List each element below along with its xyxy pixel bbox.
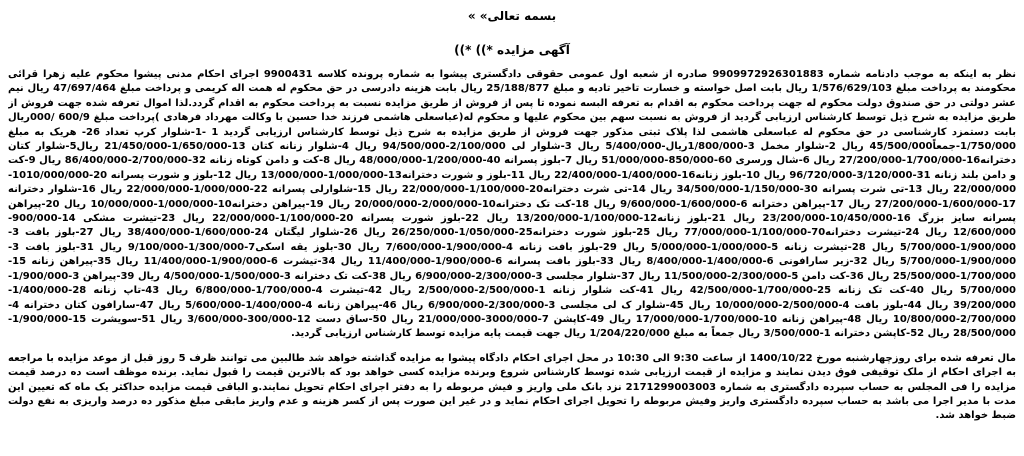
notice-body-paragraph: نظر به اینکه به موجب دادنامه شماره 9909972926301883 صادره از شعبه اول عمومی حقوقی دادگستری پیشوا به شماره پرونده کلاسه 9900431 اجرای احکام مدنی پیشوا محکوم علیه زهرا قرائی محکومند به پرداخت مبلغ 1/576/629/103 ریال بابت اصل خواسته و خسارت تاخیر تادیه و مبلغ 25/188/877 ریال بابت هزینه دادرسی در حق محکوم له همت اله کریمی و پرداخت مبلغ 47/697/464 ریال نیم عشر دولتی در حق صندوق دولت محکوم له جهت پرداخت محکوم به اقدام به تعرفه البسه نموده تا پس از فروش از طریق مزایده نسبت به پرداخت محکوم به اقدام گردد.لذا اموال تعرفه شده جهت فروش از طریق مزایده به شرح ذیل توسط کارشناس ارزیابی گردید از فروش به نسبت سهم بین محکوم علیها و محکوم له(عباسعلی هاشمی فرزند خدا حسین با وکالت مهرداد فرهادی )پرداخت مبلغ 600/9 /000ریال بابت دستمزد کارشناسی در حق محکوم له عباسعلی هاشمی لذا پلاک ثبتی مذکور جهت فروش از طریق مزایده به شرح ذیل توسط کارشناس ارزیابی گردید 1 -1-شلوار کرپ تعداد 26- هریک به مبلغ 1/750/000-جمعاً45/500/000 ریال 2-شلوار مخمل 3-1/800/000ریال-5/400/000 ریال 3-شلوار لی 2/100/000-94/500/000 ریال 4-شلوار زنانه کتان 13-1/650/000-21/450/000 ریال5-شلوار کتان دخترانه16-1/700/000-27/200/000 ریال 6-شال ورسری 60-850/000-51/000/000 ریال 7-بلوز پسرانه 40-1/200/000-48/000/000 ریال 8-کت و دامن کوتاه زنانه 32-2/700/000-86/400/000 ریال 9-کت و دامن بلند زنانه 31-3/120/000-96/720/000 ریال 10-بلوز زنانه16-1/400/000-22/400/000 ریال 11-بلوز و شورت دخترانه13-1/000/000-13/000/000 ریال 12-بلوز و شورت پسرانه 20-1010/000/000-22/000/000 ریال 13-تی شرت پسرانه 30-1/150/000-34/500/000 ریال 14-تی شرت دخترانه20-1/100/000-22/000/000 ریال 15-شلوارلی پسرانه 22-1/000/000-22/000/000 ریال 16-شلوار دخترانه 17-1/600/000-27/200/000 ریال 17-پیراهن دخترانه 6-1/600/000-9/600/000 ریال 18-کت تک دخترانه10-2/000/000-20/000/000 ریال 19-پیراهن دخترانه10-1/000/000-10/000/000 ریال 20-پیراهن پسرانه سایز بزرگ 16-10/450/000-23/200/000 ریال 21-بلوز زنانه12-1/100/000-13/200/000 ریال 22-بلوز شورت پسرانه 20-1/100/000-22/000/000 ریال 23-تیشرت مشکی 14-900/000-12/600/000 ریال 24-تیشرت دخترانه70-1/100/000-77/000/000 ریال 25-بلوز شورت دخترانه25-1/050/000-26/250/000 ریال 26-شلوار لیگتان 24-1/600/000-38/400/000 ریال 27-بلوز بافت 3-1/900/000-5/700/000 ریال 28-تیشرت زنانه 5-1/000/000-5/000/000 ریال 29-بلوز بافت زنانه 4-1/900/000-7/600/000 ریال 30-بلوز یقه اسکی7-1/300/000-9/100/000 ریال 31-بلوز بافت 3-1/900/000-5/700/000 ریال 32-زیر سارافونی 6-1/400/000-8/400/000 ریال 33-بلوز بافت پسرانه 6-1/900/000-11/400/000 ریال 34-تیشرت 6-1/900/000-11/400/000 ریال 35-پیراهن زنانه 15-1/700/000-25/500/000 ریال 36-کت دامن 5-2/300/000-11/500/000 ریال 37-شلوار مجلسی 3-2/300/000-6/900/000 ریال 38-کت تک دخترانه 3-1/500/000-4/500/000 ریال 39-پیراهن 3-1/900/000-5/700/000 ریال 40-کت تک زنانه 25-1/700/000-42/500/000 ریال 41-کت شلوار زنانه 1-2/500/000-2/500/000 ریال 42-تیشرت 4-1/700/000-6/800/000 ریال 43-تاپ زنانه 28-1/400/000-39/200/000 ریال 44-بلوز بافت 4-2/500/000-10/000/000 ریال 45-شلوار ک لی مجلسی 3-2/300/000-6/900/000 ریال 46-پیراهن زنانه 4-1/400/000-5/600/000 ریال 47-سارافون کتان دخترانه 4-2/700/000-10/800/000 ریال 48-پیراهن زنانه 10-1/700/000-17/000/000 ریال 49-کاپشن 7-3000/000-21/000/000 ریال 50-ساق دست 12-300/000-3/600/000 ریال 51-سویشرت 15-1/900/000-28/500/000 ریال 52-کاپشن دخترانه 1-3/500/000 ریال جمعاً به مبلغ 1/204/220/000 ریال جهت قیمت پایه مزایده توسط کارشناس ارزیابی گردید. — [8, 69, 1016, 340]
bismillah-title: بسمه تعالی» » — [467, 9, 557, 23]
auction-terms-paragraph: مال تعرفه شده برای روزچهارشنبه مورخ 1400/10/22 از ساعت 9:30 الی 10:30 در محل اجرای احکام دادگاه پیشوا به مزایده گذاشته خواهد شد طالبین می توانند ظرف 5 روز قبل از موعد مزایده با مراجعه به اجرای احکام از ملک توقیفی فوق دیدن نمایند و مزایده از قیمت ارزیابی شده توسط کارشناس شروع وبرنده مزایده کسی خواهد بود که بالاترین قیمت را قبول نماید. برنده موظف است ده درصد قیمت مزایده را فی المجلس به حساب سپرده دادگستری به شماره 2171299003003 نزد بانک ملی واریز و فیش مربوطه را به دفتر اجرای احکام تحویل نمایند.و الباقی قیمت مزایده حداکثر یک ماه که تعیین این مدت با مدیر اجرا می باشد به حساب سپرده دادگستری واریز وفیش مربوطه را تحویل اجرای احکام نماید و در غیر این صورت پس از کسر هزینه و عدم واریز مابقی مبلغ مذکور ده درصد واریزی به نفع دولت ضبط خواهد شد. — [8, 352, 1016, 422]
auction-notice-heading: آگهی مزایده *)) *)) — [454, 43, 570, 57]
